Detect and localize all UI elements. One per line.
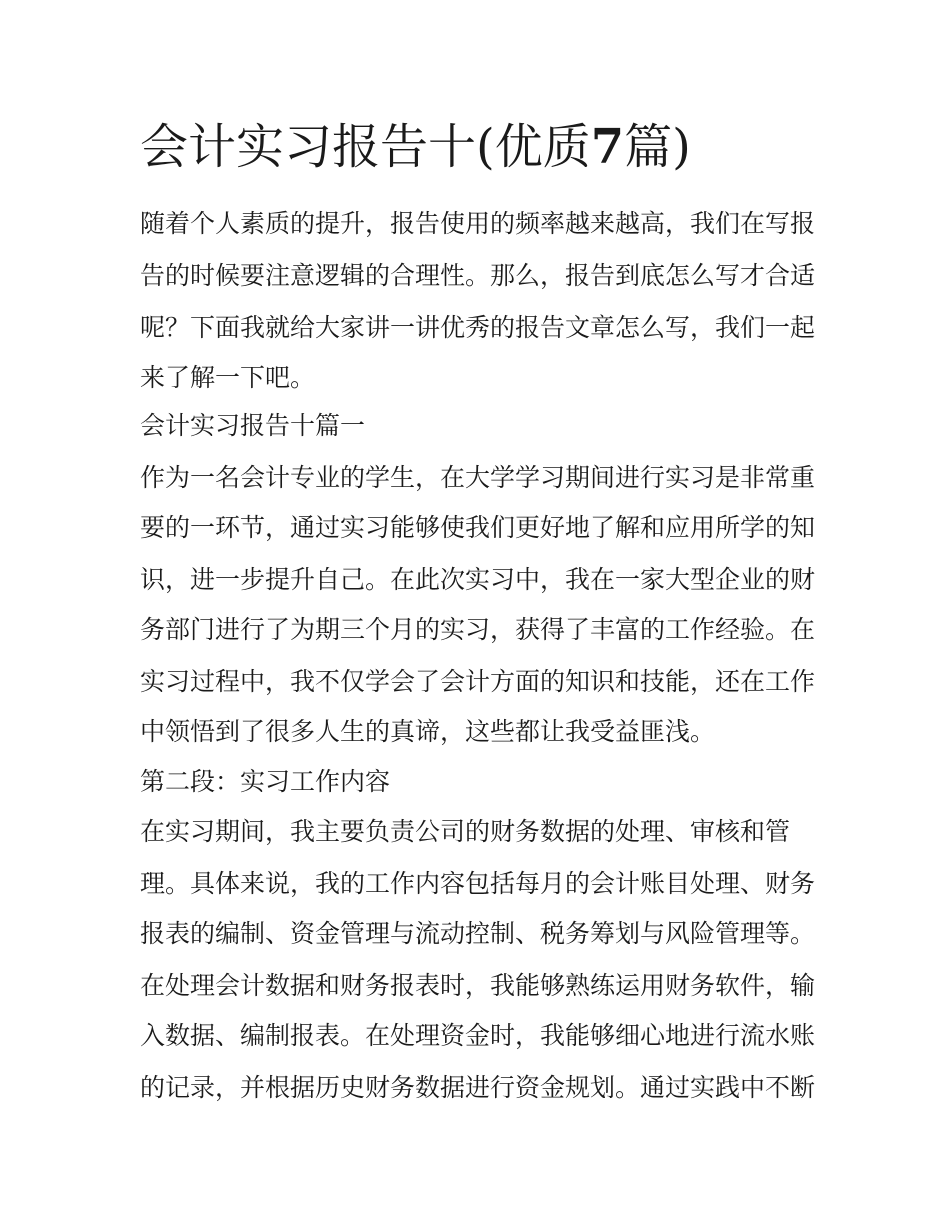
- body-line: 务部门进行了为期三个月的实习，获得了丰富的工作经验。在: [140, 615, 816, 644]
- body-line: 随着个人素质的提升，报告使用的频率越来越高，我们在写报: [140, 209, 816, 238]
- title-number: 7: [590, 119, 625, 175]
- body-line: 的记录，并根据历史财务数据进行资金规划。通过实践中不断: [140, 1073, 816, 1102]
- title-prefix: 会计实习报告十(优质: [140, 119, 591, 175]
- body-line: 识，进一步提升自己。在此次实习中，我在一家大型企业的财: [140, 565, 816, 594]
- body-line: 来了解一下吧。: [140, 363, 316, 392]
- document-title: [140, 116, 840, 178]
- body-line: 告的时候要注意逻辑的合理性。那么，报告到底怎么写才合适: [140, 261, 816, 290]
- body-line: 呢？下面我就给大家讲一讲优秀的报告文章怎么写，我们一起: [140, 313, 816, 342]
- body-line: 中领悟到了很多人生的真谛，这些都让我受益匪浅。: [140, 717, 716, 746]
- title-suffix: 篇): [624, 119, 691, 175]
- body-line: 在实习期间，我主要负责公司的财务数据的处理、审核和管: [140, 817, 791, 846]
- body-line: 实习过程中，我不仅学会了会计方面的知识和技能，还在工作: [140, 667, 816, 696]
- body-line: 报表的编制、资金管理与流动控制、税务筹划与风险管理等。: [140, 919, 816, 948]
- body-line: 要的一环节，通过实习能够使我们更好地了解和应用所学的知: [140, 513, 816, 542]
- body-line: 理。具体来说，我的工作内容包括每月的会计账目处理、财务: [140, 869, 816, 898]
- section-heading: 第二段：实习工作内容: [140, 767, 391, 796]
- body-line: 作为一名会计专业的学生，在大学学习期间进行实习是非常重: [140, 463, 816, 492]
- section-heading: 会计实习报告十篇一: [140, 411, 366, 440]
- body-line: 在处理会计数据和财务报表时，我能够熟练运用财务软件，输: [140, 971, 816, 1000]
- body-line: 入数据、编制报表。在处理资金时，我能够细心地进行流水账: [140, 1021, 816, 1050]
